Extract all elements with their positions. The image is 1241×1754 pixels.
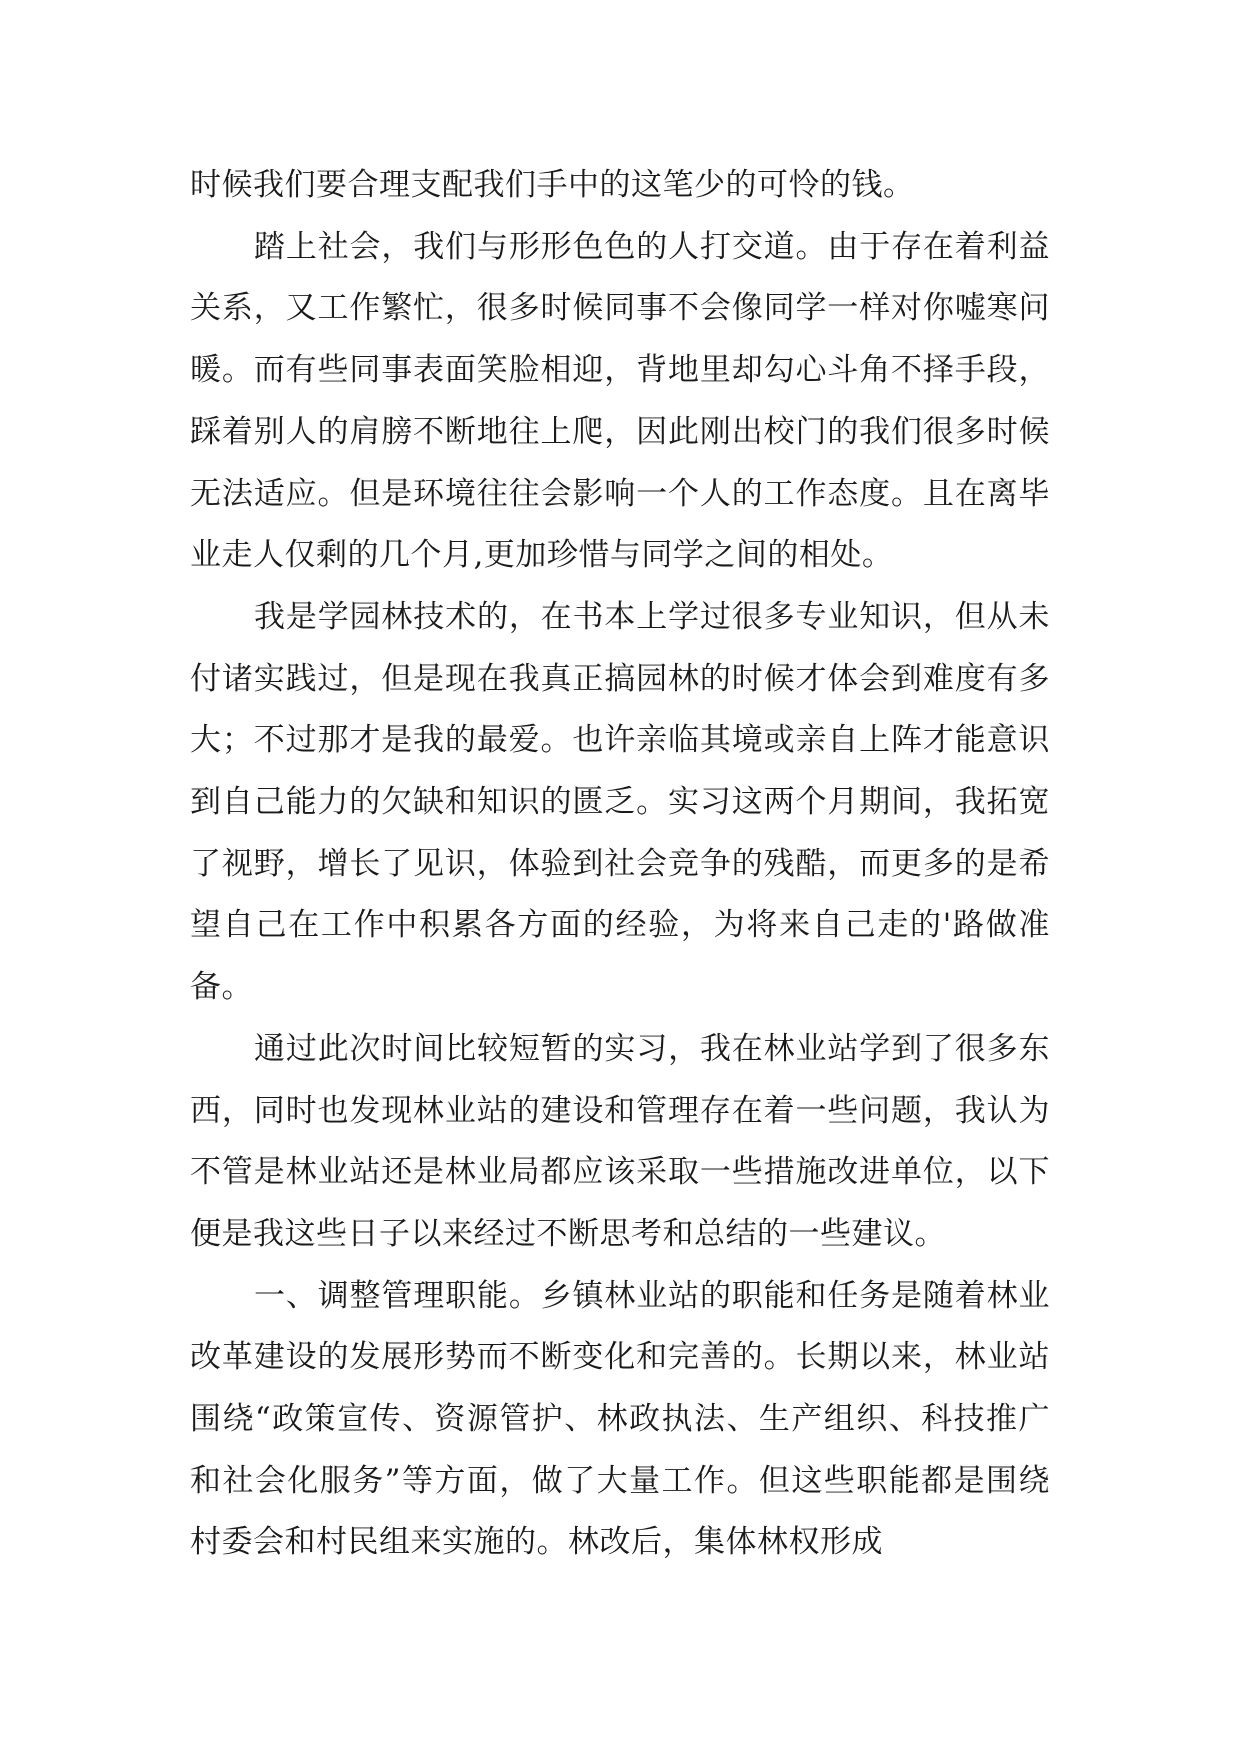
- body-text: [190, 155, 1050, 1574]
- paragraph-1: 时候我们要合理支配我们手中的这笔少的可怜的钱。: [190, 167, 915, 203]
- paragraph-4: 通过此次时间比较短暂的实习，我在林业站学到了很多东西，同时也发现林业站的建设和管理存在着一些问题，我认为不管是林业站还是林业局都应该采取一些措施改进单位，以下便是我这些日子以来经过不断思考和总结的一些建议。: [190, 1030, 1050, 1252]
- paragraph-5: 一、调整管理职能。乡镇林业站的职能和任务是随着林业改革建设的发展形势而不断变化和完善的。长期以来，林业站围绕“政策宣传、资源管护、林政执法、生产组织、科技推广和社会化服务”等方面，做了大量工作。但这些职能都是围绕村委会和村民组来实施的。林改后，集体林权形成: [190, 1277, 1050, 1561]
- paragraph-2: 踏上社会，我们与形形色色的人打交道。由于存在着利益关系，又工作繁忙，很多时候同事不会像同学一样对你嘘寒问暖。而有些同事表面笑脸相迎，背地里却勾心斗角不择手段，踩着别人的肩膀不断地往上爬，因此刚出校门的我们很多时候无法适应。但是环境往往会影响一个人的工作态度。且在离毕业走人仅剩的几个月,更加珍惜与同学之间的相处。: [190, 228, 1050, 574]
- paragraph-3: 我是学园林技术的，在书本上学过很多专业知识，但从未付诸实践过，但是现在我真正搞园林的时候才体会到难度有多大；不过那才是我的最爱。也许亲临其境或亲自上阵才能意识到自己能力的欠缺和知识的匮乏。实习这两个月期间，我拓宽了视野，增长了见识，体验到社会竞争的残酷，而更多的是希望自己在工作中积累各方面的经验，为将来自己走的'路做准备。: [190, 598, 1050, 1006]
